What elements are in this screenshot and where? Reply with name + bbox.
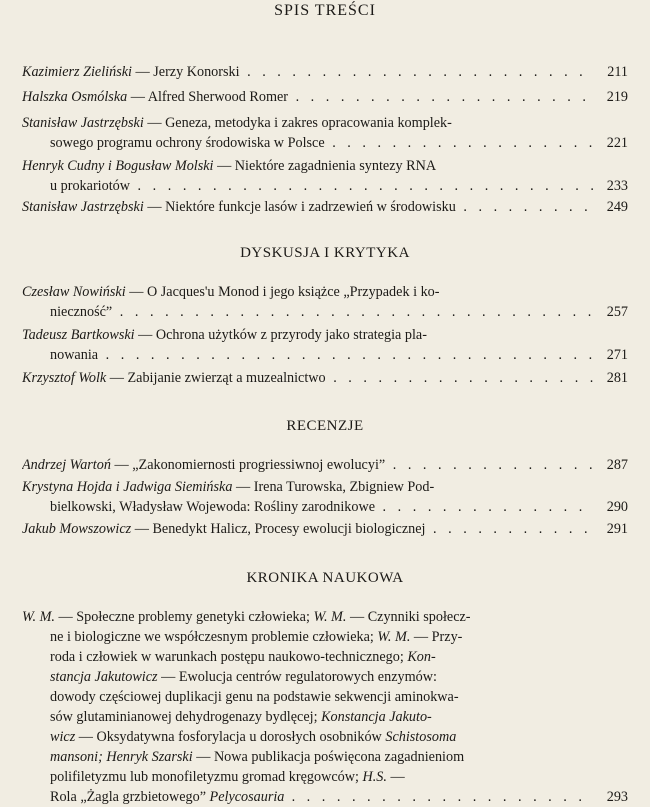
chronicle-text: Rola „Żagla grzbietowego” bbox=[50, 789, 210, 805]
chronicle-line bbox=[22, 727, 628, 747]
chronicle-line bbox=[22, 747, 628, 767]
entry-author: Jakub Mowszowicz bbox=[22, 521, 132, 537]
entry-title: u prokariotów . . . bbox=[50, 178, 628, 194]
entry-page-number: 281 bbox=[594, 368, 628, 388]
toc-entry-line bbox=[22, 325, 628, 345]
entry-page-number: 290 bbox=[594, 497, 628, 517]
entry-page-number: 287 bbox=[594, 455, 628, 475]
chronicle-line bbox=[22, 687, 628, 707]
entry-page-number: 291 bbox=[594, 519, 628, 539]
entry-author: Czesław Nowiński bbox=[22, 284, 126, 300]
chronicle-text: polifiletyzmu lub monofiletyzmu gromad kręgowców; bbox=[50, 769, 363, 785]
entry-title: Benedykt Halicz, Procesy ewolucji biologicznej . . . bbox=[152, 521, 628, 537]
chronicle-line bbox=[22, 787, 628, 807]
entry-separator: — bbox=[131, 521, 153, 537]
section-title-discussion: DYSKUSJA I KRYTYKA bbox=[240, 245, 410, 261]
chronicle-text: ne i biologiczne we współczesnym problemie człowieka; bbox=[50, 629, 378, 645]
toc-entry[interactable] bbox=[22, 156, 628, 196]
chronicle-text: — Oksydatywna fosforylacja u dorosłych osobników bbox=[75, 729, 386, 745]
entry-title: Irena Turowska, Zbigniew Pod- bbox=[253, 479, 435, 495]
entry-author: Krzysztof Wolk bbox=[22, 370, 107, 386]
chronicle-text: Schistosoma bbox=[385, 729, 457, 745]
chronicle-text: wicz bbox=[50, 729, 76, 745]
toc-entry[interactable] bbox=[22, 62, 628, 82]
toc-entry-line bbox=[22, 156, 628, 176]
entry-page-number: 257 bbox=[594, 302, 628, 322]
entry-title: sowego programu ochrony środowiska w Polsce . . . bbox=[50, 135, 628, 151]
chronicle-entry bbox=[22, 607, 628, 807]
chronicle-text: H.S. bbox=[362, 769, 387, 785]
chronicle-text: — Społeczne problemy genetyki człowieka; bbox=[54, 609, 314, 625]
chronicle-text: — Przy- bbox=[410, 629, 463, 645]
chronicle-text: W. M. bbox=[313, 609, 347, 625]
toc-entry-line bbox=[22, 455, 628, 475]
entry-separator: — bbox=[143, 115, 166, 131]
chronicle-text: dowody częściowej duplikacji genu na podstawie sekwencji aminokwa- bbox=[50, 689, 459, 705]
chronicle-text: — bbox=[386, 769, 405, 785]
entry-title: Zabijanie zwierząt a muzealnictwo . . . bbox=[128, 370, 629, 386]
toc-entry-line bbox=[22, 176, 628, 196]
entry-page-number: 221 bbox=[594, 133, 628, 153]
entry-title: Niektóre zagadnienia syntezy RNA bbox=[234, 158, 437, 174]
toc-entry-line bbox=[22, 282, 628, 302]
entry-page-number: 293 bbox=[594, 787, 628, 807]
toc-entry-line bbox=[22, 197, 628, 217]
toc-entry-line bbox=[22, 497, 628, 517]
toc-entry[interactable] bbox=[22, 282, 628, 322]
entry-author: Halszka Osmólska bbox=[22, 89, 128, 105]
entry-title: „Zakonomiernosti progriessiwnoj ewolucyi” . . . bbox=[132, 457, 628, 473]
toc-entry[interactable] bbox=[22, 325, 628, 365]
chronicle-text: mansoni; Henryk Szarski bbox=[50, 749, 193, 765]
entry-separator: — bbox=[125, 284, 147, 300]
entry-title: nowania . . . bbox=[50, 347, 628, 363]
entry-page-number: 249 bbox=[594, 197, 628, 217]
entry-title: Ochrona użytków z przyrody jako strategia pla- bbox=[155, 327, 427, 343]
chronicle-line bbox=[22, 607, 628, 627]
chronicle-text: Pelycosauria . . . bbox=[210, 789, 628, 805]
chronicle-line bbox=[22, 627, 628, 647]
entry-author: Kazimierz Zieliński bbox=[22, 64, 132, 80]
chronicle-text: — Ewolucja centrów regulatorowych enzymów: bbox=[157, 669, 437, 685]
entry-author: Andrzej Wartoń bbox=[22, 457, 111, 473]
entry-page-number: 233 bbox=[594, 176, 628, 196]
entry-author: Tadeusz Bartkowski bbox=[22, 327, 135, 343]
section-title-chronicle: KRONIKA NAUKOWA bbox=[246, 570, 404, 586]
toc-entry-line bbox=[22, 345, 628, 365]
entry-title: bielkowski, Władysław Wojewoda: Rośliny zarodnikowe . . . bbox=[50, 499, 628, 515]
entry-author: Stanisław Jastrzębski bbox=[22, 115, 144, 131]
chronicle-text: roda i człowiek w warunkach postępu naukowo-technicznego; bbox=[50, 649, 408, 665]
toc-entry-line bbox=[22, 368, 628, 388]
page-title: SPIS TREŚCI bbox=[274, 2, 376, 19]
chronicle-text: Konstancja Jakuto- bbox=[321, 709, 432, 725]
section-title-reviews: RECENZJE bbox=[286, 418, 364, 434]
entry-separator: — bbox=[110, 457, 133, 473]
entry-title: Niektóre funkcje lasów i zadrzewień w środowisku . . . bbox=[165, 199, 628, 215]
toc-entry-line bbox=[22, 477, 628, 497]
entry-author: Henryk Cudny i Bogusław Molski bbox=[22, 158, 214, 174]
entry-separator: — bbox=[131, 64, 154, 80]
entry-author: Krystyna Hojda i Jadwiga Siemińska bbox=[22, 479, 233, 495]
toc-entry[interactable] bbox=[22, 368, 628, 388]
chronicle-line bbox=[22, 667, 628, 687]
chronicle-line bbox=[22, 647, 628, 667]
entry-separator: — bbox=[106, 370, 128, 386]
entry-title: O Jacques'u Monod i jego książce „Przypadek i ko- bbox=[146, 284, 440, 300]
entry-author: Stanisław Jastrzębski bbox=[22, 199, 144, 215]
entry-title: Alfred Sherwood Romer . . . bbox=[148, 89, 628, 105]
toc-entry[interactable] bbox=[22, 519, 628, 539]
toc-entry-line bbox=[22, 302, 628, 322]
entry-separator: — bbox=[134, 327, 156, 343]
entry-separator: — bbox=[127, 89, 148, 105]
toc-entry-line bbox=[22, 62, 628, 82]
entry-title: Jerzy Konorski . . . bbox=[153, 64, 628, 80]
toc-entry[interactable] bbox=[22, 113, 628, 153]
toc-entry-line bbox=[22, 113, 628, 133]
toc-entry-line bbox=[22, 519, 628, 539]
chronicle-line bbox=[22, 767, 628, 787]
entry-page-number: 219 bbox=[594, 87, 628, 107]
chronicle-text: W. M. bbox=[22, 609, 55, 625]
chronicle-text: sów glutaminianowej dehydrogenazy bydlęcej; bbox=[50, 709, 322, 725]
entry-separator: — bbox=[232, 479, 254, 495]
toc-entry[interactable] bbox=[22, 197, 628, 217]
entry-separator: — bbox=[143, 199, 166, 215]
chronicle-text: stancja Jakutowicz bbox=[50, 669, 158, 685]
entry-page-number: 271 bbox=[594, 345, 628, 365]
chronicle-text: — Nowa publikacja poświęcona zagadnieniom bbox=[192, 749, 465, 765]
chronicle-text: W. M. bbox=[377, 629, 411, 645]
entry-page-number: 211 bbox=[594, 62, 628, 82]
chronicle-text: — Czynniki społecz- bbox=[346, 609, 471, 625]
entry-separator: — bbox=[213, 158, 235, 174]
toc-entry[interactable] bbox=[22, 87, 628, 107]
toc-entry-line bbox=[22, 87, 628, 107]
chronicle-text: Kon- bbox=[407, 649, 436, 665]
toc-entry[interactable] bbox=[22, 477, 628, 517]
toc-entry[interactable] bbox=[22, 455, 628, 475]
toc-entry-line bbox=[22, 133, 628, 153]
chronicle-line bbox=[22, 707, 628, 727]
entry-title: Geneza, metodyka i zakres opracowania komplek- bbox=[165, 115, 452, 131]
entry-title: nieczność” . . . bbox=[50, 304, 628, 320]
